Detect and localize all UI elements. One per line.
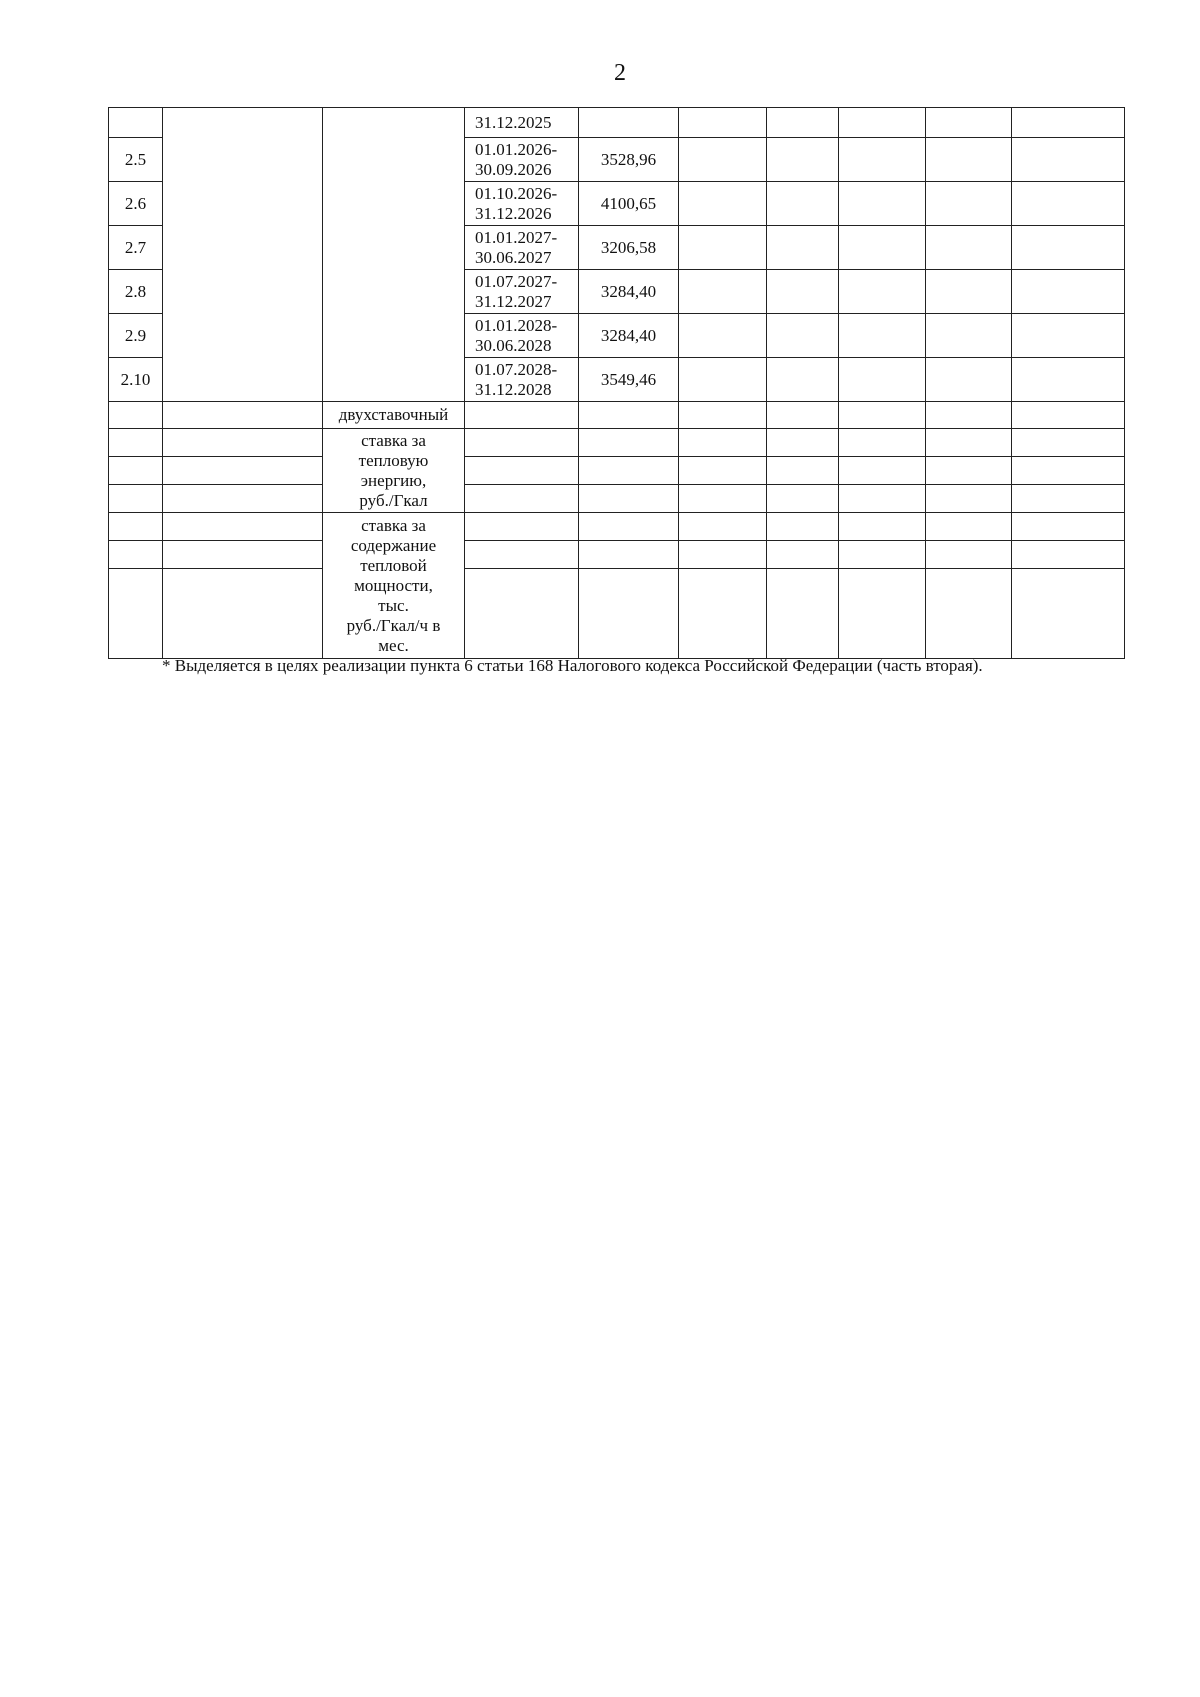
empty-cell: [323, 108, 465, 402]
tariff-value: 3549,46: [579, 358, 679, 402]
capacity-rate-label: ставка за содержание тепловой мощности, тыс. руб./Гкал/ч в мес.: [323, 513, 465, 659]
footnote: * Выделяется в целях реализации пункта 6 статьи 168 Налогового кодекса Российской Федерации (часть вторая).: [162, 656, 983, 675]
table-row: [109, 569, 1125, 659]
table-row: [109, 513, 1125, 541]
tariff-value: 3206,58: [579, 226, 679, 270]
row-number: [109, 108, 163, 138]
table-row: [109, 402, 1125, 429]
row-number: 2.7: [109, 226, 163, 270]
period-cell: 01.01.2027- 30.06.2027: [465, 226, 579, 270]
row-number: 2.8: [109, 270, 163, 314]
row-number: 2.9: [109, 314, 163, 358]
table-row: [109, 429, 1125, 457]
table-row: [109, 457, 1125, 485]
energy-rate-label: ставка за тепловую энергию, руб./Гкал: [323, 429, 465, 513]
row-number: 2.6: [109, 182, 163, 226]
two-rate-label: двухставочный: [323, 402, 465, 429]
row-number: 2.5: [109, 138, 163, 182]
tariff-value: 3284,40: [579, 270, 679, 314]
tariff-value: [579, 108, 679, 138]
period-cell: 01.07.2027- 31.12.2027: [465, 270, 579, 314]
tariff-value: 4100,65: [579, 182, 679, 226]
table-row: [109, 541, 1125, 569]
tariff-table: [108, 107, 1125, 659]
period-cell: 01.01.2026- 30.09.2026: [465, 138, 579, 182]
table-row: [109, 108, 1125, 138]
period-cell: 01.01.2028- 30.06.2028: [465, 314, 579, 358]
row-number: 2.10: [109, 358, 163, 402]
period-cell: 01.07.2028- 31.12.2028: [465, 358, 579, 402]
tariff-value: 3528,96: [579, 138, 679, 182]
page-number: 2: [614, 60, 626, 86]
empty-cell: [163, 108, 323, 402]
tariff-value: 3284,40: [579, 314, 679, 358]
period-cell: 01.10.2026- 31.12.2026: [465, 182, 579, 226]
table-row: [109, 485, 1125, 513]
period-cell: 31.12.2025: [465, 108, 579, 138]
